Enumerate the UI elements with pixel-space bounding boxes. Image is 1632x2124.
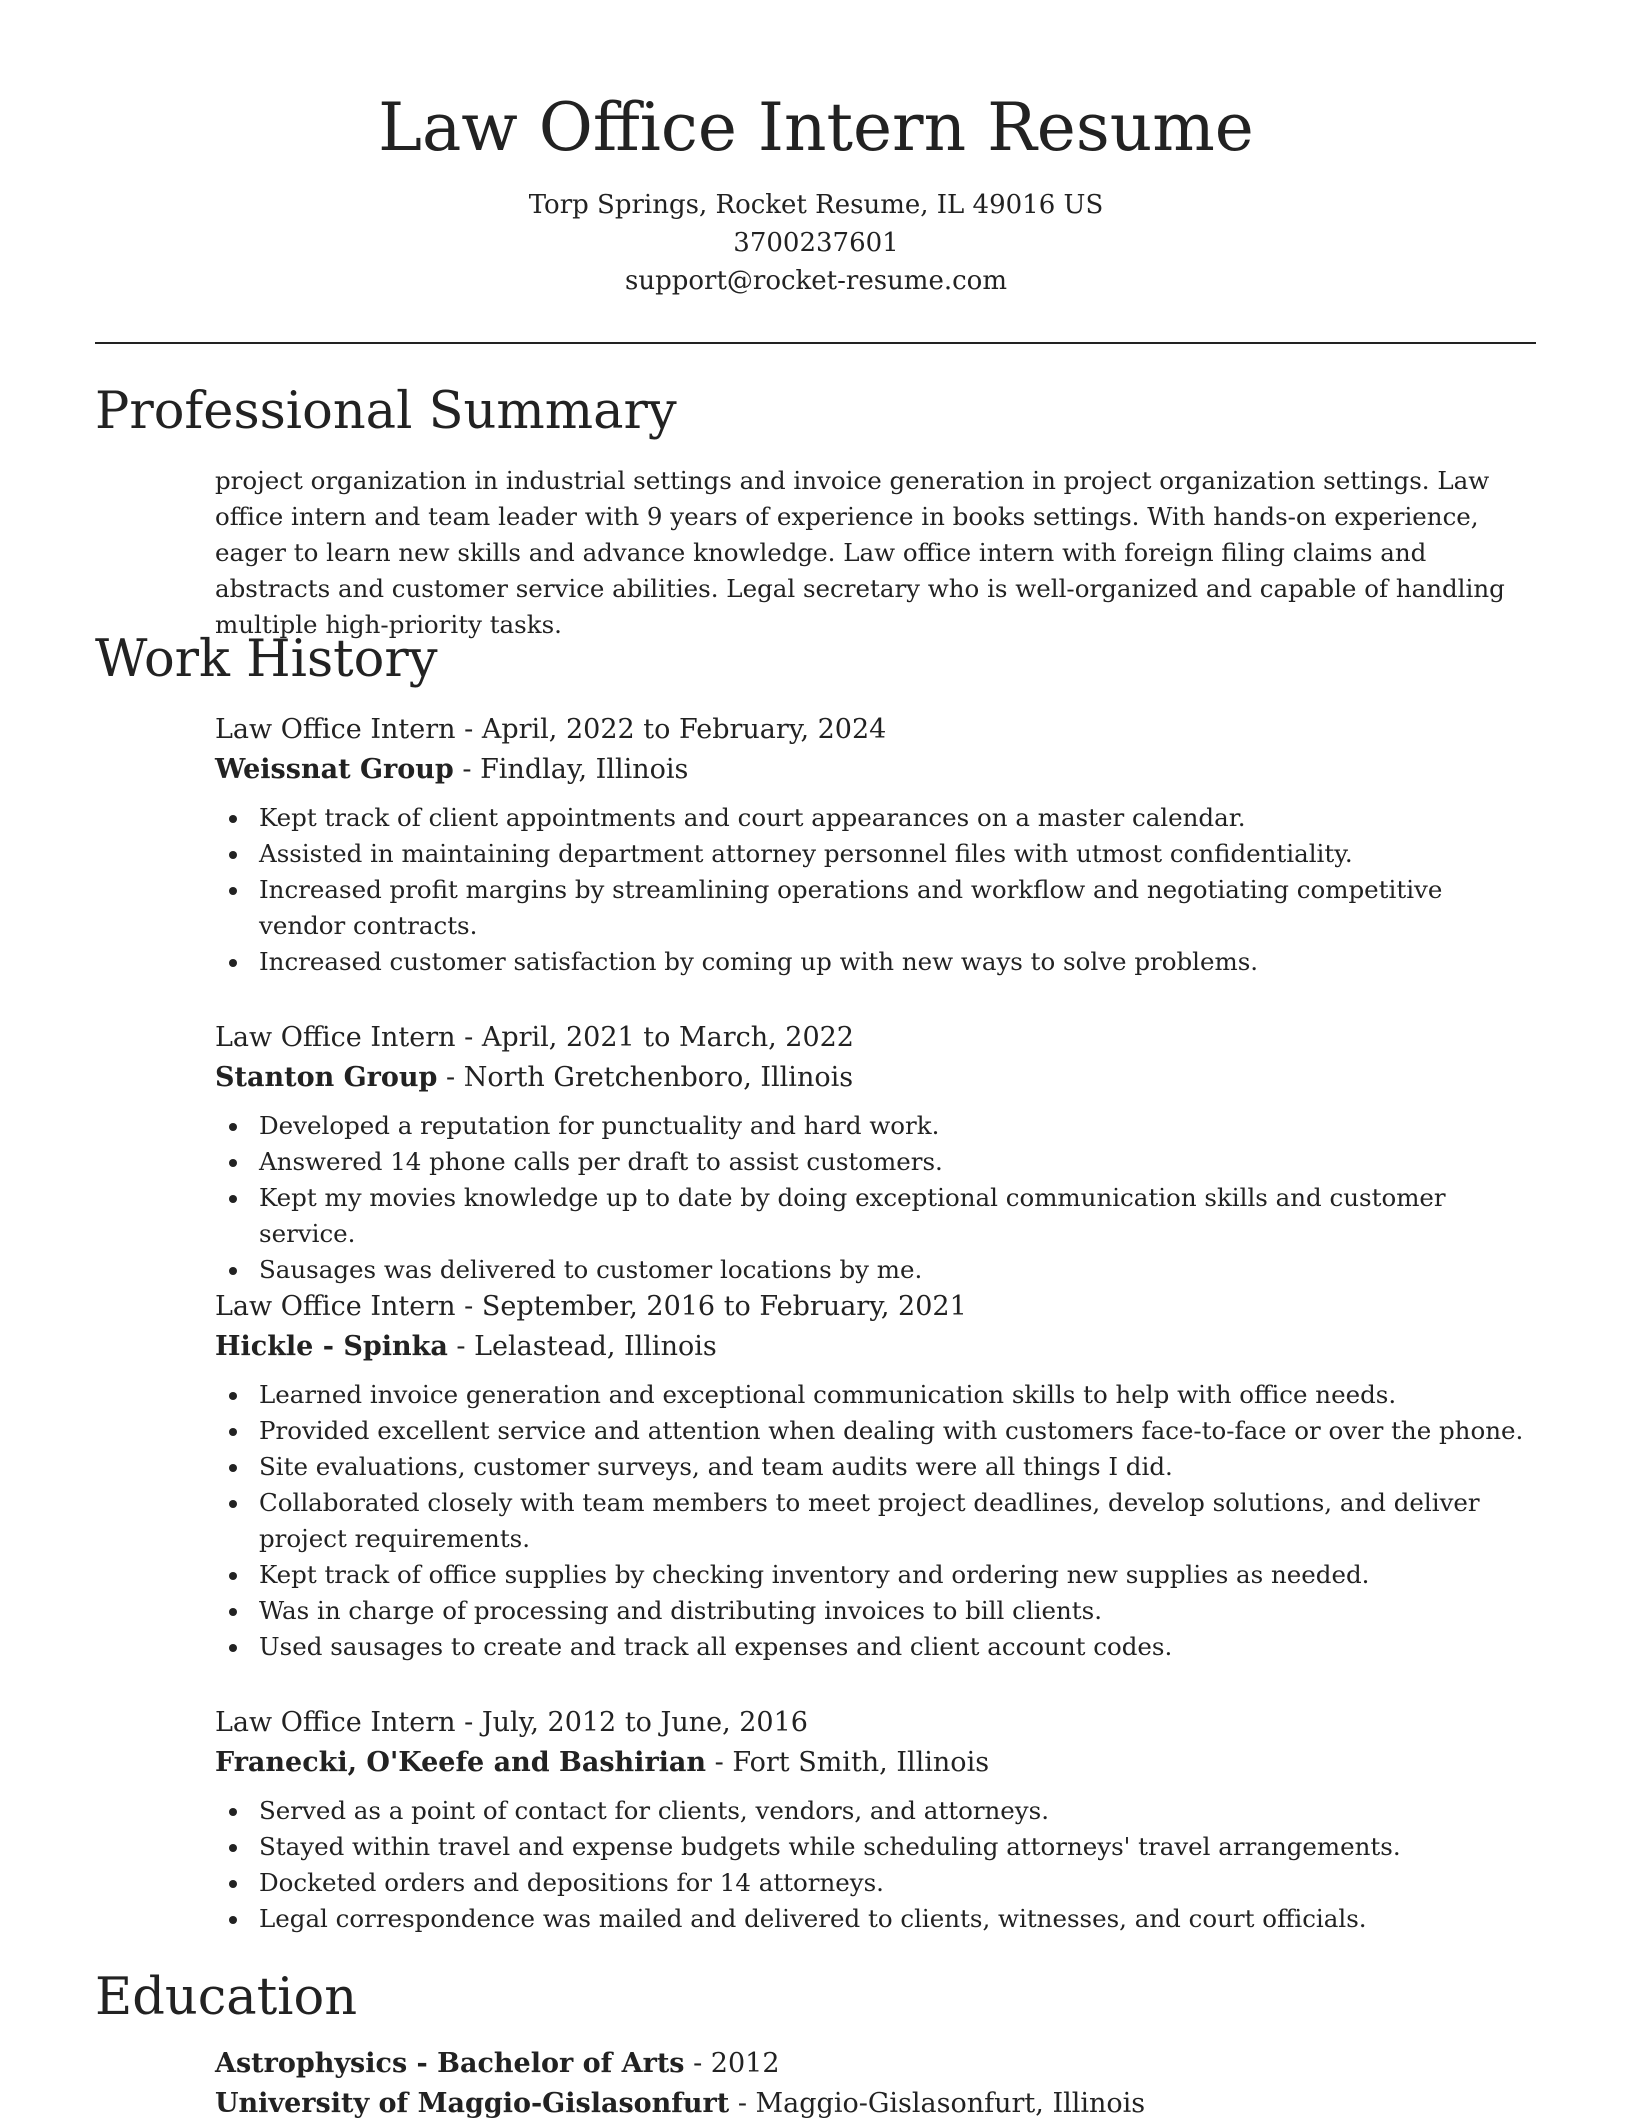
company-name: Franecki, O'Keefe and Bashirian (215, 1747, 707, 1778)
bullet-text: Stayed within travel and expense budgets while scheduling attorneys' travel arrangements. (259, 1832, 1401, 1861)
job-title-line (215, 1287, 1535, 1327)
school-name: University of Maggio-Gislasonfurt (215, 2088, 730, 2119)
job-title-line (215, 1018, 1535, 1058)
job-dates: September, 2016 to February, 2021 (481, 1291, 967, 1322)
bullet-text: Increased profit margins by streamlining operations and workflow and negotiating competitive vendor contracts. (259, 875, 1443, 940)
bullet-icon (229, 1159, 237, 1167)
bullet-icon (229, 1428, 237, 1436)
list-item (259, 1449, 1535, 1485)
job-bullets (215, 1108, 1535, 1288)
job-title: Law Office Intern (215, 714, 456, 745)
education-heading: Education (95, 1968, 358, 2027)
bullet-text: Collaborated closely with team members to meet project deadlines, develop solutions, and deliver project requirements. (259, 1488, 1480, 1553)
bullet-text: Increased customer satisfaction by coming up with new ways to solve problems. (259, 947, 1259, 976)
education-school-line (215, 2084, 1535, 2124)
bullet-text: Assisted in maintaining department attorney personnel files with utmost confidentiality. (259, 839, 1353, 868)
bullet-text: Docketed orders and depositions for 14 attorneys. (259, 1868, 884, 1897)
phone-line: 3700237601 (733, 228, 899, 258)
list-item (259, 1557, 1535, 1593)
bullet-icon (229, 1916, 237, 1924)
list-item (259, 1629, 1535, 1665)
bullet-icon (229, 1500, 237, 1508)
bullet-icon (229, 1195, 237, 1203)
job-dates: April, 2022 to February, 2024 (481, 714, 887, 745)
list-item (259, 1144, 1535, 1180)
job-dates: April, 2021 to March, 2022 (481, 1022, 854, 1053)
list-item (259, 1252, 1535, 1288)
job-title-line (215, 710, 1535, 750)
list-item (259, 836, 1535, 872)
separator: - (706, 1747, 733, 1778)
list-item (259, 944, 1535, 980)
separator: - (455, 1291, 482, 1322)
job-company-line (215, 1743, 1535, 1783)
bullet-text: Kept track of client appointments and court appearances on a master calendar. (259, 803, 1246, 832)
bullet-text: Was in charge of processing and distributing invoices to bill clients. (259, 1596, 1103, 1625)
company-location: Lelastead, Illinois (474, 1331, 717, 1362)
company-name: Stanton Group (215, 1062, 438, 1093)
separator: - (684, 2048, 711, 2079)
bullet-icon (229, 1844, 237, 1852)
bullet-text: Kept track of office supplies by checking inventory and ordering new supplies as needed. (259, 1560, 1370, 1589)
resume-title: Law Office Intern Resume (378, 89, 1254, 166)
education-field: Astrophysics (215, 2048, 408, 2079)
list-item (259, 1901, 1535, 1937)
address-line: Torp Springs, Rocket Resume, IL 49016 US (528, 190, 1104, 220)
list-item (259, 1485, 1535, 1557)
list-item (259, 872, 1535, 944)
job-title: Law Office Intern (215, 1707, 456, 1738)
job-entry (215, 1018, 1535, 1288)
job-title: Law Office Intern (215, 1022, 456, 1053)
separator: - (455, 1707, 482, 1738)
email-line: support@rocket-resume.com (624, 266, 1007, 296)
job-entry (215, 710, 1535, 980)
header-divider (95, 342, 1536, 344)
bullet-icon (229, 1392, 237, 1400)
list-item (259, 1413, 1535, 1449)
bullet-text: Used sausages to create and track all expenses and client account codes. (259, 1632, 1173, 1661)
resume-header (0, 0, 1632, 300)
bullet-text: Sausages was delivered to customer locations by me. (259, 1255, 923, 1284)
bullet-text: Answered 14 phone calls per draft to assist customers. (259, 1147, 943, 1176)
education-degree: Bachelor of Arts (437, 2048, 685, 2079)
separator: - (437, 1062, 464, 1093)
list-item (259, 1829, 1535, 1865)
separator: - (447, 1331, 475, 1362)
bullet-icon (229, 815, 237, 823)
contact-block (0, 186, 1632, 300)
bullet-text: Provided excellent service and attention when dealing with customers face-to-face or over the phone. (259, 1416, 1524, 1445)
list-item (259, 1108, 1535, 1144)
job-bullets (215, 1793, 1535, 1937)
job-dates: July, 2012 to June, 2016 (481, 1707, 808, 1738)
job-entry (215, 1287, 1535, 1665)
bullet-text: Kept my movies knowledge up to date by doing exceptional communication skills and customer service. (259, 1183, 1446, 1248)
job-bullets (215, 1377, 1535, 1665)
job-company-line (215, 1327, 1535, 1367)
separator: - (407, 2048, 438, 2079)
job-company-line (215, 1058, 1535, 1098)
list-item (259, 1180, 1535, 1252)
bullet-icon (229, 1808, 237, 1816)
job-title: Law Office Intern (215, 1291, 456, 1322)
bullet-icon (229, 1644, 237, 1652)
school-location: Maggio-Gislasonfurt, Illinois (755, 2088, 1146, 2119)
bullet-text: Site evaluations, customer surveys, and team audits were all things I did. (259, 1452, 1173, 1481)
bullet-icon (229, 1572, 237, 1580)
job-company-line (215, 750, 1535, 790)
bullet-icon (229, 887, 237, 895)
bullet-icon (229, 1123, 237, 1131)
job-title-line (215, 1703, 1535, 1743)
bullet-icon (229, 1880, 237, 1888)
bullet-icon (229, 1608, 237, 1616)
job-entry (215, 1703, 1535, 1937)
list-item (259, 1793, 1535, 1829)
job-bullets (215, 800, 1535, 980)
bullet-icon (229, 1267, 237, 1275)
separator: - (455, 1022, 482, 1053)
company-name: Hickle - Spinka (215, 1331, 448, 1362)
list-item (259, 1593, 1535, 1629)
work-history-heading: Work History (95, 630, 438, 689)
bullet-text: Developed a reputation for punctuality and hard work. (259, 1111, 940, 1140)
separator: - (453, 754, 481, 785)
bullet-icon (229, 1464, 237, 1472)
bullet-icon (229, 851, 237, 859)
company-location: North Gretchenboro, Illinois (463, 1062, 854, 1093)
list-item (259, 1865, 1535, 1901)
bullet-text: Legal correspondence was mailed and delivered to clients, witnesses, and court officials. (259, 1904, 1367, 1933)
education-entry (215, 2044, 1535, 2124)
summary-heading: Professional Summary (95, 382, 677, 441)
separator: - (729, 2088, 756, 2119)
education-year: 2012 (710, 2048, 780, 2079)
bullet-text: Learned invoice generation and exceptional communication skills to help with office needs. (259, 1380, 1397, 1409)
bullet-text: Served as a point of contact for clients, vendors, and attorneys. (259, 1796, 1050, 1825)
company-location: Fort Smith, Illinois (732, 1747, 990, 1778)
list-item (259, 1377, 1535, 1413)
bullet-icon (229, 959, 237, 967)
company-location: Findlay, Illinois (480, 754, 689, 785)
company-name: Weissnat Group (215, 754, 454, 785)
list-item (259, 800, 1535, 836)
summary-text: project organization in industrial settings and invoice generation in project organization settings. Law office intern and team leader with 9 years of experience in books settings. With hands-on experience, eager to learn new skills and advance knowledge. Law office intern with foreign filing claims and abstracts and customer service abilities. Legal secretary who is well-organized and capable of handling multiple high-priority tasks. (215, 466, 1505, 639)
separator: - (455, 714, 482, 745)
education-title-line (215, 2044, 1535, 2084)
